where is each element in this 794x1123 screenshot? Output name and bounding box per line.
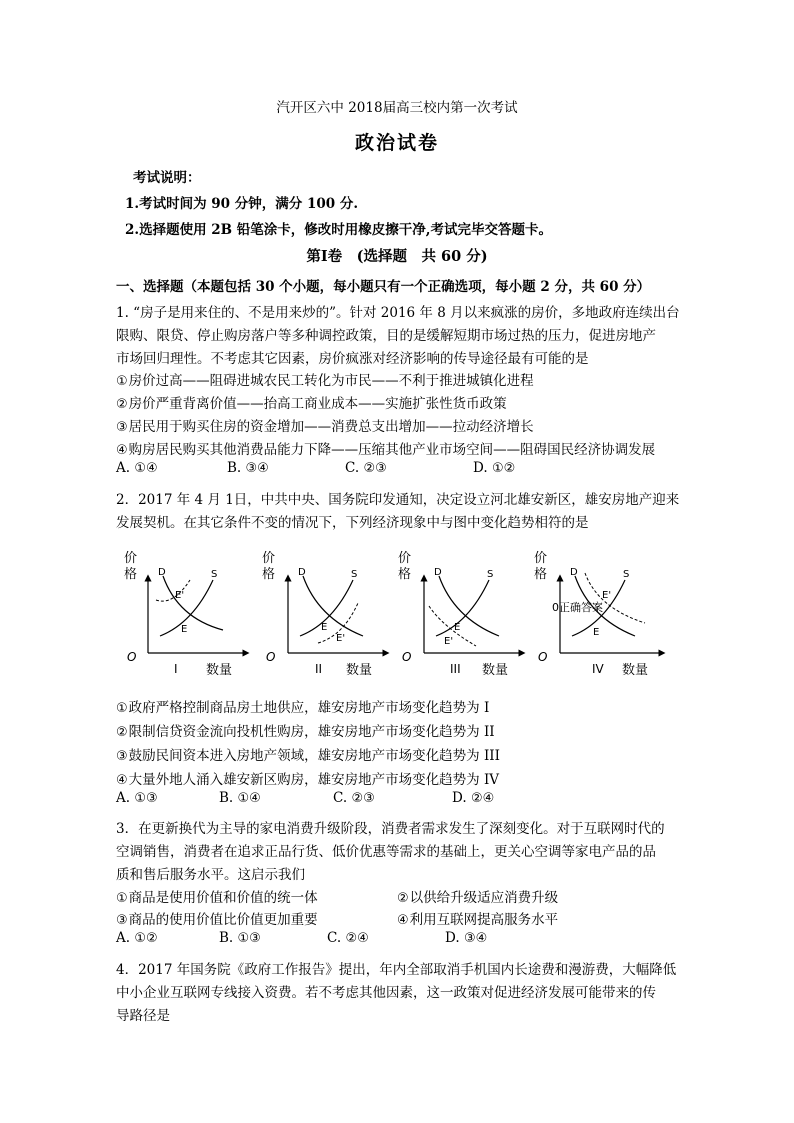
- graph-origin: O: [402, 650, 412, 664]
- label-e-prime: E': [602, 590, 612, 601]
- choice-letter: D.: [473, 460, 488, 476]
- item-marker: ④: [397, 913, 409, 928]
- q1-stem-line-1: 1. “房子是用来住的、不是用来炒的”。针对 2016 年 8 月以来疯涨的房价，多地政府连续出台: [116, 305, 680, 321]
- item-marker: ①: [116, 701, 128, 716]
- label-s: S: [487, 569, 494, 580]
- graph-3: [398, 551, 522, 678]
- graph-ylabel: 格: [124, 567, 138, 582]
- q4-stem-line-3: 导路径是: [116, 1008, 170, 1024]
- instructions-heading: 考试说明：: [133, 170, 201, 186]
- q1-item-1: [116, 369, 534, 389]
- instruction-item-1: 1.考试时间为 90 分钟，满分 100 分.: [125, 196, 359, 212]
- q3-choice-b: [219, 930, 262, 946]
- label-s: S: [623, 569, 630, 580]
- choice-letter: D.: [452, 790, 467, 806]
- item-marker: ①: [116, 374, 128, 389]
- graph-ylabel: 价: [124, 551, 138, 566]
- q1-item-2: [116, 392, 507, 412]
- item-text: 政府严格控制商品房土地供应，雄安房地产市场变化趋势为 I: [128, 700, 490, 716]
- q1-stem-line-3: 市场回归理性。不考虑其它因素，房价疯涨对经济影响的传导途径最有可能的是: [116, 351, 589, 367]
- item-marker: ①: [116, 891, 128, 906]
- q1-item-3: [116, 415, 534, 435]
- choice-letter: A.: [116, 930, 131, 946]
- choice-letter: D.: [445, 930, 460, 946]
- q3-item-2: [397, 886, 558, 906]
- q2-item-3: [116, 744, 500, 764]
- q1-stem-line-2: 限购、限贷、停止购房落户等多种调控政策，目的是缓解短期市场过热的压力，促进房地产: [116, 328, 656, 344]
- graph-4: [534, 551, 662, 678]
- supply-demand-graphs: [118, 548, 678, 683]
- graph-1: [124, 551, 246, 678]
- label-d: D: [298, 567, 306, 578]
- label-e-prime: E': [175, 590, 185, 601]
- graph-origin: O: [127, 650, 137, 664]
- graph-ylabel: 价: [398, 551, 412, 566]
- instruction-item-2: 2.选择题使用 2B 铅笔涂卡，修改时用橡皮擦干净,考试完毕交答题卡。: [125, 222, 552, 238]
- exam-title: 政治试卷: [354, 132, 439, 154]
- item-marker: ②: [397, 891, 409, 906]
- label-e-prime: E': [444, 636, 454, 647]
- demand-curve: [303, 576, 363, 636]
- item-text: 房价过高——阻碍进城农民工转化为市民——不利于推进城镇化进程: [128, 373, 534, 389]
- q4-stem-line-1: 4．2017 年国务院《政府工作报告》提出，年内全部取消手机国内长途费和漫游费，大幅降低: [116, 962, 677, 978]
- label-d: D: [158, 567, 166, 578]
- graph-ylabel: 格: [534, 567, 548, 582]
- choice-value: ①③: [134, 791, 158, 806]
- part-heading: 第Ⅰ卷 (选择题 共 60 分): [306, 248, 488, 265]
- item-marker: ②: [116, 725, 128, 740]
- item-marker: ③: [116, 420, 128, 435]
- graph-origin: O: [266, 650, 276, 664]
- item-text: 居民用于购买住房的资金增加——消费总支出增加——拉动经济增长: [128, 419, 534, 435]
- choice-letter: A.: [116, 460, 131, 476]
- label-s: S: [351, 569, 358, 580]
- q3-stem-line-1: 3．在更新换代为主导的家电消费升级阶段，消费者需求发生了深刻变化。对于互联网时代的: [116, 821, 665, 837]
- q2-item-2: [116, 720, 495, 740]
- choice-value: ②③: [363, 461, 387, 476]
- graph-ylabel: 格: [262, 567, 276, 582]
- graph-xlabel: 数量: [622, 663, 649, 678]
- item-marker: ④: [116, 443, 128, 458]
- graph-roman: IV: [592, 662, 604, 676]
- choice-letter: B.: [219, 790, 234, 806]
- choice-letter: B.: [219, 930, 234, 946]
- graph-xlabel: 数量: [206, 663, 233, 678]
- q1-choice-a: [116, 460, 159, 476]
- q4-stem-line-2: 中小企业互联网专线接入资费。若不考虑其他因素，这一政策对促进经济发展可能带来的传: [116, 985, 656, 1001]
- graph-ylabel: 价: [262, 551, 276, 566]
- label-e: E: [321, 622, 328, 633]
- shifted-curve: [156, 580, 190, 601]
- choice-letter: A.: [116, 790, 131, 806]
- choice-letter: B.: [227, 460, 242, 476]
- exam-subtitle: 汽开区六中 2018届高三校内第一次考试: [276, 100, 518, 116]
- graph-xlabel: 数量: [482, 663, 509, 678]
- item-marker: ④: [116, 773, 128, 788]
- q3-choice-c: [327, 930, 370, 946]
- choice-value: ②③: [351, 791, 375, 806]
- choice-value: ③④: [245, 461, 269, 476]
- q3-stem-line-3: 质和售后服务水平。这启示我们: [116, 867, 305, 883]
- graph-origin: O: [538, 650, 548, 664]
- q3-item-3: [116, 908, 318, 928]
- label-e: E: [181, 624, 188, 635]
- choice-value: ②④: [470, 791, 495, 806]
- choice-letter: C.: [327, 930, 342, 946]
- choice-value: ①④: [237, 791, 261, 806]
- q3-choice-a: [116, 930, 159, 946]
- choice-value: ①④: [134, 461, 158, 476]
- q3-choice-d: [445, 930, 488, 946]
- graph-ylabel: 格: [398, 567, 412, 582]
- q1-choice-b: [227, 460, 270, 476]
- label-s: S: [211, 569, 218, 580]
- q1-item-4: [116, 438, 655, 458]
- item-marker: ③: [116, 913, 128, 928]
- q3-item-1: [116, 886, 318, 906]
- item-text: 大量外地人涌入雄安新区购房，雄安房地产市场变化趋势为 IV: [128, 772, 500, 788]
- label-e: E: [454, 622, 461, 633]
- q1-choice-d: [473, 460, 516, 476]
- graph-roman: I: [174, 662, 178, 676]
- q2-choice-a: [116, 790, 159, 806]
- label-e-prime: E': [336, 633, 346, 644]
- q2-choice-b: [219, 790, 262, 806]
- graph-roman: II: [315, 662, 323, 676]
- choice-letter: C.: [333, 790, 348, 806]
- q2-item-1: [116, 696, 489, 716]
- item-marker: ②: [116, 397, 128, 412]
- choice-value: ①③: [237, 931, 261, 946]
- graph-roman: III: [450, 662, 461, 676]
- q2-item-4: [116, 768, 499, 788]
- item-text: 限制信贷资金流向投机性购房，雄安房地产市场变化趋势为 II: [128, 724, 495, 740]
- choice-value: ①②: [134, 931, 158, 946]
- q2-stem-line-1: 2．2017 年 4 月 1日，中共中央、国务院印发通知，决定设立河北雄安新区，雄安房地产迎来: [116, 492, 680, 508]
- item-text: 购房居民购买其他消费品能力下降——压缩其他产业市场空间——阻碍国民经济协调发展: [128, 442, 656, 458]
- choice-value: ①②: [491, 461, 516, 476]
- q2-choice-d: [452, 790, 495, 806]
- graph-ylabel: 价: [534, 551, 548, 566]
- item-text: 商品的使用价值比价值更加重要: [128, 912, 318, 928]
- q1-choice-c: [345, 460, 388, 476]
- label-d: D: [570, 567, 578, 578]
- demand-curve: [163, 576, 223, 630]
- demand-curve: [439, 576, 499, 636]
- label-d: D: [434, 567, 442, 578]
- item-text: 房价严重背离价值——抬高工商业成本——实施扩张性货币政策: [128, 396, 507, 412]
- q3-item-4: [397, 908, 558, 928]
- item-text: 以供给升级适应消费升级: [409, 890, 559, 906]
- choice-value: ②④: [345, 931, 369, 946]
- q2-stem-line-2: 发展契机。在其它条件不变的情况下，下列经济现象中与图中变化趋势相符的是: [116, 515, 589, 531]
- item-text: 利用互联网提高服务水平: [409, 912, 559, 928]
- graph-watermark-note: 0正确答案: [552, 601, 603, 614]
- label-e: E: [593, 627, 600, 638]
- choice-letter: C.: [345, 460, 360, 476]
- graph-xlabel: 数量: [346, 663, 373, 678]
- choice-value: ③④: [463, 931, 488, 946]
- graph-2: [262, 551, 386, 678]
- section-heading: 一、选择题（本题包括 30 个小题，每小题只有一个正确选项，每小题 2 分，共 60 分）: [116, 279, 651, 295]
- q2-choice-c: [333, 790, 376, 806]
- q3-stem-line-2: 空调销售，消费者在追求正品行货、低价优惠等需求的基础上，更关心空调等家电产品的品: [116, 844, 656, 860]
- item-text: 鼓励民间资本进入房地产领域，雄安房地产市场变化趋势为 III: [128, 748, 500, 764]
- item-marker: ③: [116, 749, 128, 764]
- item-text: 商品是使用价值和价值的统一体: [128, 890, 318, 906]
